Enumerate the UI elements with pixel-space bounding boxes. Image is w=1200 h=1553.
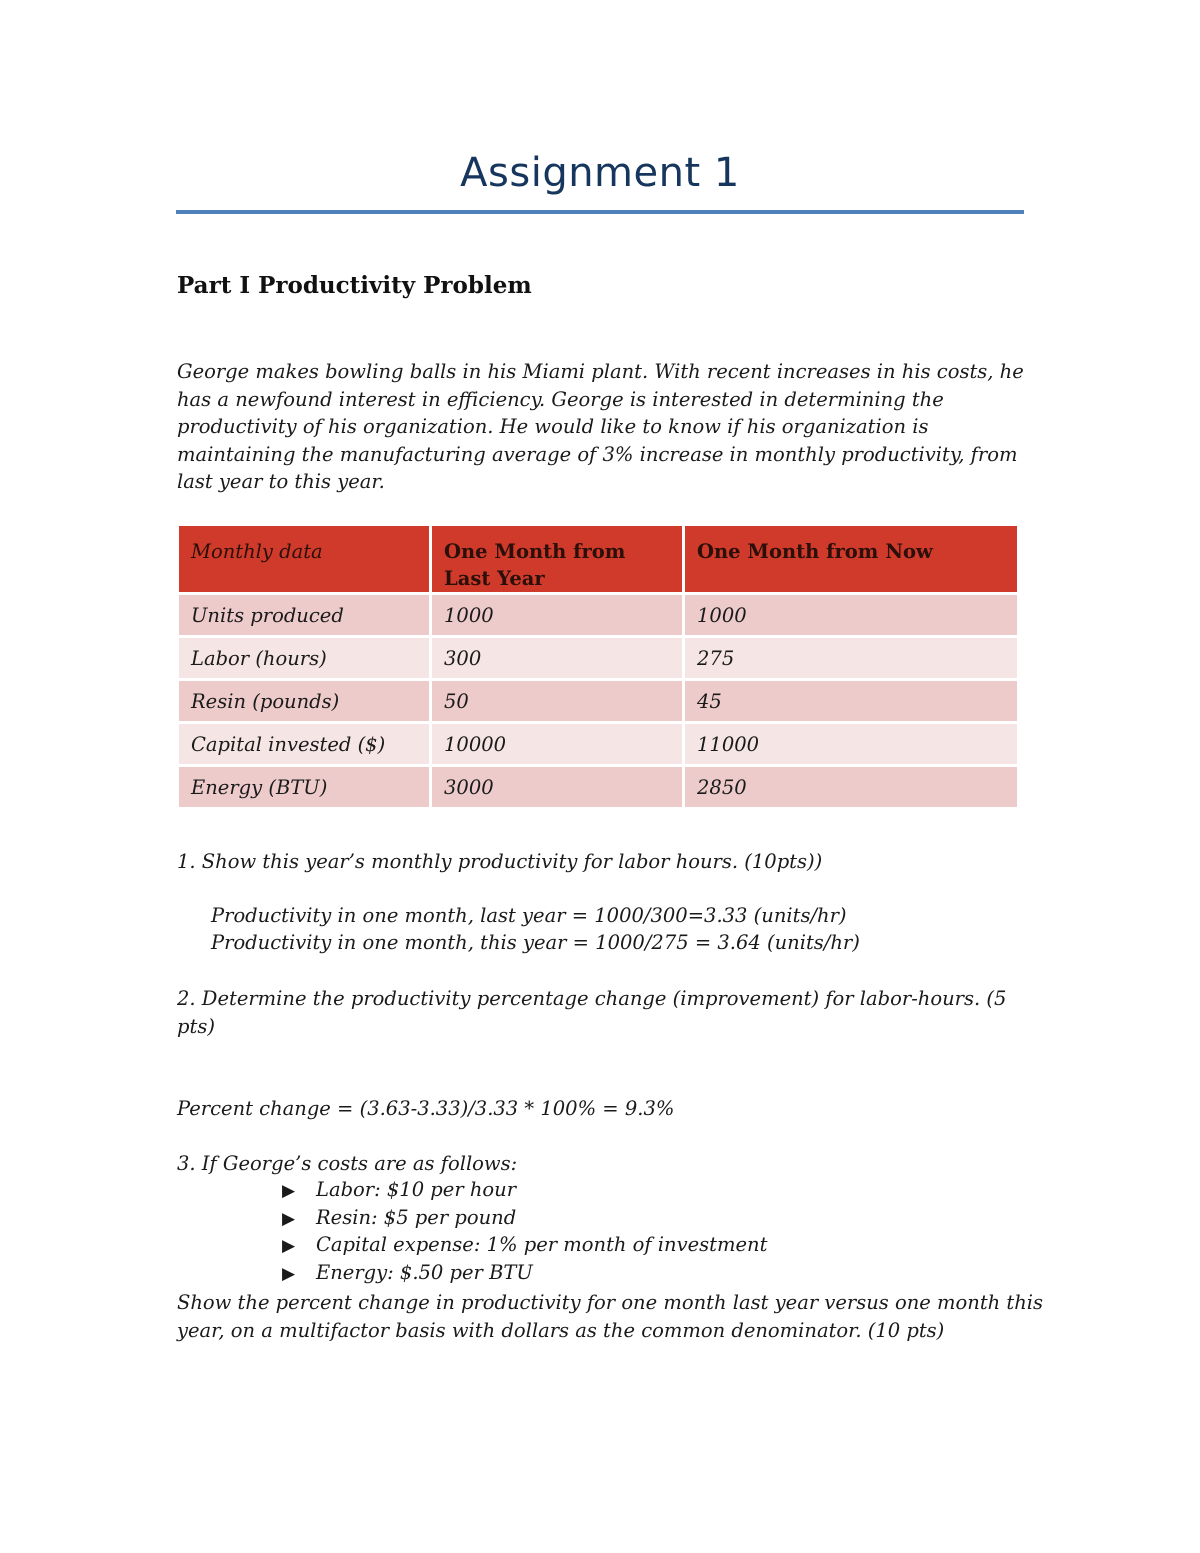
table-cell: 1000 — [432, 595, 682, 635]
bullet-text: Energy: $.50 per BTU — [316, 1261, 533, 1284]
cost-bullet — [282, 1233, 767, 1256]
table-cell: 50 — [432, 681, 682, 721]
table-row — [179, 638, 1017, 678]
table-cell: 275 — [685, 638, 1017, 678]
table-row — [179, 767, 1017, 807]
table-cell: Resin (pounds) — [179, 681, 429, 721]
table-cell: 2850 — [685, 767, 1017, 807]
intro-line: George makes bowling balls in his Miami plant. With recent increases in his costs, he — [177, 360, 1024, 383]
triangle-bullet-icon: ▶ — [282, 1209, 296, 1229]
cost-bullet — [282, 1206, 516, 1229]
question-3: 3. If George’s costs are as follows: — [177, 1152, 518, 1175]
triangle-bullet-icon: ▶ — [282, 1236, 296, 1256]
table-header-cell: One Month from Now — [685, 526, 1017, 592]
bullet-text: Capital expense: 1% per month of investment — [316, 1233, 768, 1256]
q2-answer: Percent change = (3.63-3.33)/3.33 * 100% = 9.3% — [177, 1097, 675, 1120]
table-header-cell: Monthly data — [179, 526, 429, 592]
table-cell: 1000 — [685, 595, 1017, 635]
table-cell: 45 — [685, 681, 1017, 721]
table-cell: 10000 — [432, 724, 682, 764]
intro-line: productivity of his organization. He would like to know if his organization is — [177, 415, 929, 438]
document-title: Assignment 1 — [460, 150, 740, 196]
question-2-line: pts) — [177, 1015, 215, 1038]
triangle-bullet-icon: ▶ — [282, 1264, 296, 1284]
intro-paragraph — [177, 358, 1025, 496]
table-cell: Capital invested ($) — [179, 724, 429, 764]
table-row — [179, 681, 1017, 721]
q1-answer-last-year: Productivity in one month, last year = 1000/300=3.33 (units/hr) — [211, 904, 847, 927]
table-header-row — [179, 526, 1017, 592]
bullet-text: Labor: $10 per hour — [316, 1178, 517, 1201]
header-line: Last Year — [444, 567, 545, 590]
cost-bullet — [282, 1261, 533, 1284]
table-row — [179, 724, 1017, 764]
table-cell: Units produced — [179, 595, 429, 635]
table-cell: 3000 — [432, 767, 682, 807]
question-2-line: 2. Determine the productivity percentage change (improvement) for labor-hours. (5 — [177, 987, 1007, 1010]
question-1: 1. Show this year’s monthly productivity for labor hours. (10pts)) — [177, 850, 823, 873]
intro-line: maintaining the manufacturing average of 3% increase in monthly productivity, from — [177, 442, 1018, 466]
monthly-data-table — [176, 523, 1020, 810]
q1-answer-this-year: Productivity in one month, this year = 1000/275 = 3.64 (units/hr) — [211, 931, 860, 954]
section-heading: Part I Productivity Problem — [177, 272, 532, 299]
bullet-text: Resin: $5 per pound — [316, 1206, 517, 1229]
table-cell: Energy (BTU) — [179, 767, 429, 807]
table-cell: 300 — [432, 638, 682, 678]
table-cell: 11000 — [685, 724, 1017, 764]
header-line: One Month from — [444, 540, 626, 563]
intro-line: last year to this year. — [177, 470, 385, 493]
intro-line: has a newfound interest in efficiency. George is interested in determining the — [177, 387, 944, 411]
table-row — [179, 595, 1017, 635]
title-underline — [176, 210, 1024, 214]
question-3-line: Show the percent change in productivity for one month last year versus one month this — [177, 1291, 1044, 1314]
triangle-bullet-icon: ▶ — [282, 1181, 296, 1201]
question-3-line: year, on a multifactor basis with dollars as the common denominator. (10 pts) — [177, 1319, 945, 1342]
table-header-cell — [432, 526, 682, 592]
table-cell: Labor (hours) — [179, 638, 429, 678]
cost-bullet — [282, 1178, 516, 1201]
